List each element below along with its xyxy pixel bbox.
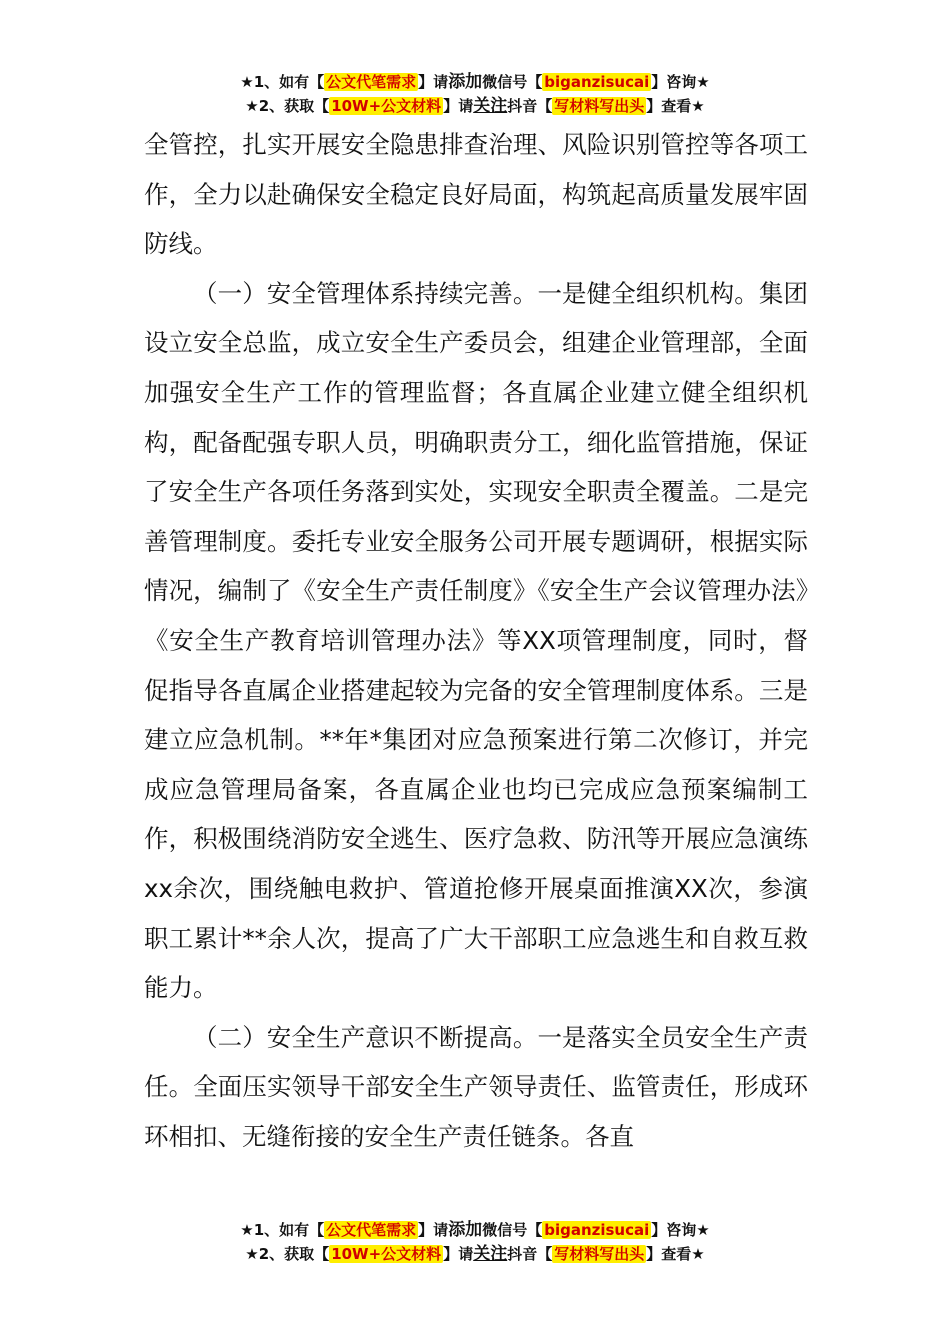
promo-text: 微信号【: [482, 73, 543, 91]
promo-text: 】请: [418, 1221, 449, 1239]
promo-emphasis: 关注: [473, 96, 508, 116]
highlight-tag: 公文代笔需求: [326, 73, 417, 91]
promo-text: ★2、获取【: [245, 97, 330, 115]
paragraph-continued: 全管控，扎实开展安全隐患排查治理、风险识别管控等各项工作，全力以赴确保安全稳定良好局面，构筑起高质量发展牢固防线。: [144, 130, 808, 259]
highlight-tag: 公文代笔需求: [326, 1221, 417, 1239]
promo-line-1: [0, 1218, 950, 1242]
promo-text: ★1、如有【: [240, 73, 325, 91]
promo-banner-top: [0, 70, 950, 118]
promo-text: 】请: [418, 73, 449, 91]
douyin-id-tag: 写材料写出头: [554, 1245, 645, 1263]
promo-line-2: [0, 94, 950, 118]
promo-text: ★1、如有【: [240, 1221, 325, 1239]
paragraph-section-2: （二）安全生产意识不断提高。一是落实全员安全生产责任。全面压实领导干部安全生产领导责任、监管责任，形成环环相扣、无缝衔接的安全生产责任链条。各直: [144, 1022, 808, 1151]
promo-text: 抖音【: [507, 1245, 553, 1263]
wechat-id-tag: biganzisucai: [544, 73, 650, 91]
highlight-tag: 10W+公文材料: [331, 1245, 442, 1263]
paragraph-section-1: （一）安全管理体系持续完善。一是健全组织机构。集团设立安全总监，成立安全生产委员会，组建企业管理部，全面加强安全生产工作的管理监督；各直属企业建立健全组织机构，配备配强专职人员，明确职责分工，细化监管措施，保证了安全生产各项任务落到实处，实现安全职责全覆盖。二是完善管理制度。委托专业安全服务公司开展专题调研，根据实际情况，编制了《安全生产责任制度》《安全生产会议管理办法》《安全生产教育培训管理办法》等XX项管理制度，同时，督促指导各直属企业搭建起较为完备的安全管理制度体系。三是建立应急机制。**年*集团对应急预案进行第二次修订，并完成应急管理局备案，各直属企业也均已完成应急预案编制工作，积极围绕消防安全逃生、医疗急救、防汛等开展应急演练xx余次，围绕触电救护、管道抢修开展桌面推演XX次，参演职工累计**余人次，提高了广大干部职工应急逃生和自救互救能力。: [144, 278, 808, 1003]
promo-text: 】查看★: [646, 97, 705, 115]
promo-text: 微信号【: [482, 1221, 543, 1239]
promo-emphasis: 添加: [448, 1220, 483, 1240]
promo-banner-bottom: [0, 1218, 950, 1266]
document-body: [144, 120, 808, 1161]
promo-line-1: [0, 70, 950, 94]
promo-text: 】咨询★: [651, 73, 710, 91]
promo-text: 】查看★: [646, 1245, 705, 1263]
promo-line-2: [0, 1242, 950, 1266]
promo-emphasis: 添加: [448, 72, 483, 92]
promo-text: 】咨询★: [651, 1221, 710, 1239]
douyin-id-tag: 写材料写出头: [554, 97, 645, 115]
promo-emphasis: 关注: [473, 1244, 508, 1264]
wechat-id-tag: biganzisucai: [544, 1221, 650, 1239]
promo-text: 】请: [443, 1245, 474, 1263]
highlight-tag: 10W+公文材料: [331, 97, 442, 115]
promo-text: 】请: [443, 97, 474, 115]
promo-text: 抖音【: [507, 97, 553, 115]
promo-text: ★2、获取【: [245, 1245, 330, 1263]
